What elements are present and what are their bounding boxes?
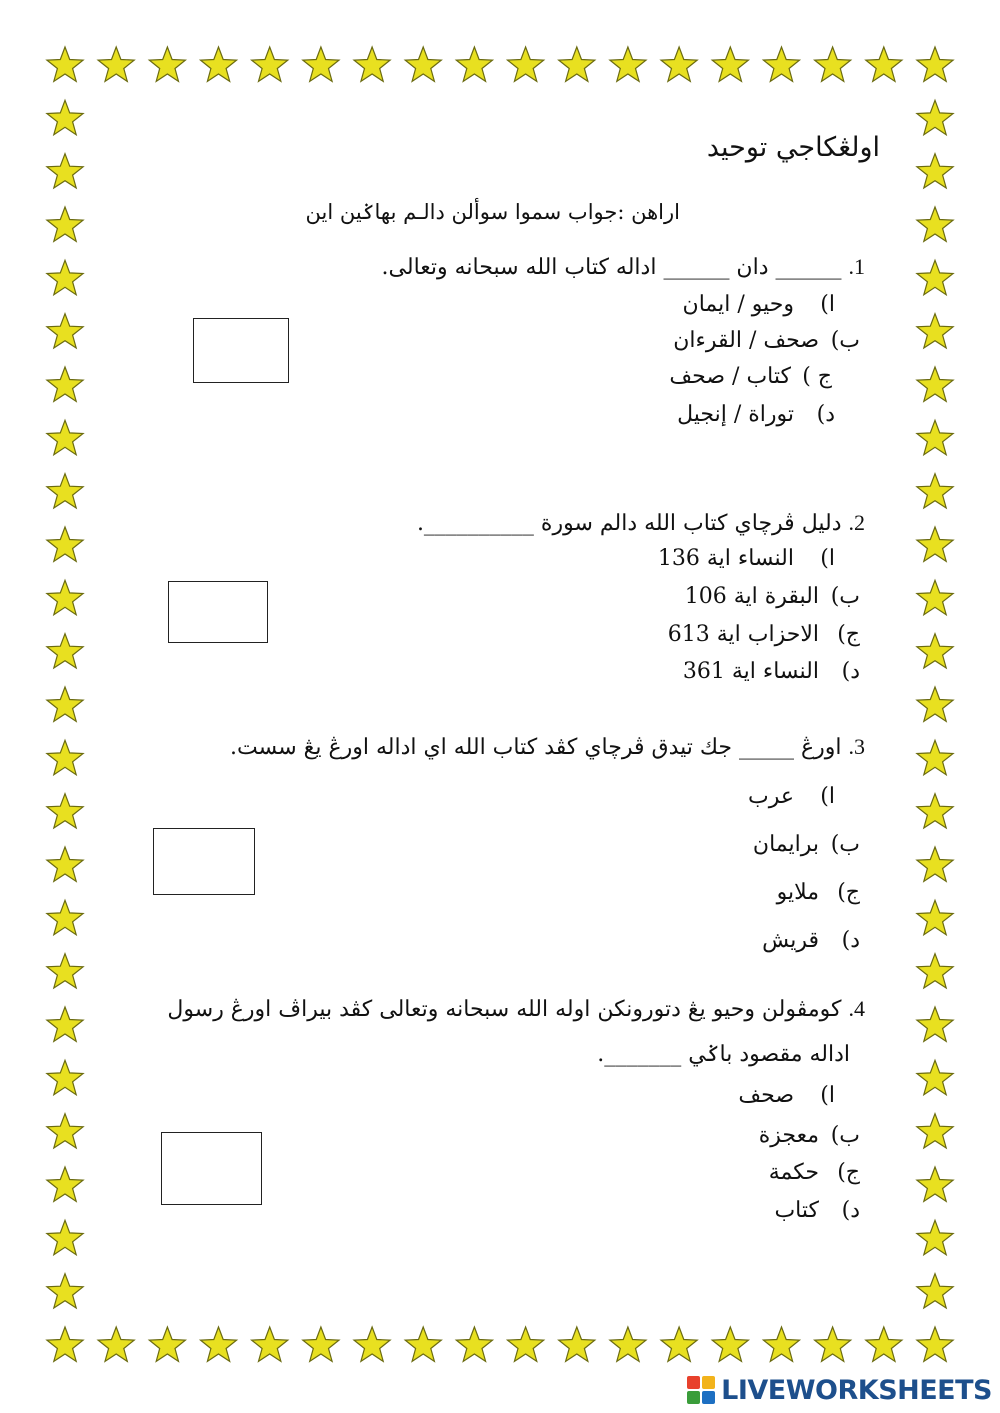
star-icon — [917, 314, 953, 348]
star-icon — [47, 954, 83, 988]
star-icon — [303, 47, 339, 81]
option-text: كتاب / صحف — [669, 364, 791, 389]
option-text: صحف — [738, 1083, 794, 1108]
star-icon — [559, 1327, 595, 1361]
question-4-text — [167, 996, 865, 1022]
option-text: الاحزاب اية 613 — [667, 622, 819, 647]
star-icon — [47, 100, 83, 134]
star-icon — [47, 1167, 83, 1201]
star-icon — [47, 47, 83, 81]
star-icon — [917, 847, 953, 881]
star-icon — [917, 580, 953, 614]
star-icon — [47, 154, 83, 188]
star-icon — [661, 47, 697, 81]
star-icon — [610, 1327, 646, 1361]
logo-text: LIVEWORKSHEETS — [721, 1374, 992, 1406]
star-icon — [917, 794, 953, 828]
star-icon — [917, 154, 953, 188]
star-icon — [47, 420, 83, 454]
star-icon — [149, 47, 185, 81]
star-icon — [47, 314, 83, 348]
star-icon — [559, 47, 595, 81]
option-label: ب) — [830, 1123, 860, 1148]
star-icon — [405, 1327, 441, 1361]
star-icon — [917, 1007, 953, 1041]
star-icon — [866, 1327, 902, 1361]
option-text: وحيو / ايمان — [682, 292, 794, 317]
liveworksheets-logo-icon — [687, 1376, 715, 1404]
star-icon — [47, 474, 83, 508]
option-label: ج ) — [802, 364, 832, 389]
worksheet-title: اولڠكاجي توحيد — [706, 132, 880, 163]
star-icon — [47, 1060, 83, 1094]
question-3-line: اورڠ _____ جك تيدق ڤرچاي كڤد كتاب الله اي اداله اورڠ يڠ سست. — [230, 735, 842, 760]
star-icon — [47, 634, 83, 668]
star-icon — [815, 1327, 851, 1361]
star-icon — [303, 1327, 339, 1361]
star-icon — [47, 900, 83, 934]
question-2-text — [417, 510, 865, 536]
option-label: ا) — [820, 784, 835, 809]
question-1-number: 1. — [848, 254, 865, 279]
option-label: ا) — [820, 1083, 835, 1108]
question-3-text — [230, 734, 865, 760]
question-4-number: 4. — [848, 996, 865, 1021]
star-icon — [917, 1060, 953, 1094]
question-2-option-d — [683, 659, 860, 684]
star-icon — [98, 47, 134, 81]
star-icon — [917, 527, 953, 561]
star-icon — [354, 1327, 390, 1361]
star-icon — [917, 740, 953, 774]
option-label: د) — [841, 928, 860, 953]
option-text: ملايو — [776, 880, 819, 905]
worksheet-instruction: اراهن :جواب سموا سوألن دالـم بهاݢين اين — [305, 200, 680, 224]
answer-box-3[interactable] — [153, 828, 255, 895]
star-icon — [917, 1220, 953, 1254]
option-text: قريش — [762, 928, 819, 953]
star-icon — [610, 47, 646, 81]
star-icon — [917, 367, 953, 401]
star-icon — [917, 260, 953, 294]
question-3-option-c — [777, 880, 860, 905]
option-text: صحف / القرءان — [673, 328, 819, 353]
star-icon — [252, 1327, 288, 1361]
star-icon — [866, 47, 902, 81]
question-2-option-b — [685, 584, 860, 609]
option-label: ج) — [837, 1160, 860, 1185]
star-icon — [201, 47, 237, 81]
star-icon — [47, 580, 83, 614]
star-icon — [149, 1327, 185, 1361]
option-text: النساء اية 361 — [682, 659, 819, 684]
star-icon — [712, 1327, 748, 1361]
question-2-option-c — [668, 622, 860, 647]
star-icon — [712, 47, 748, 81]
question-4-option-a — [738, 1083, 835, 1108]
option-text: توراة / إنجيل — [677, 402, 794, 427]
star-icon — [47, 207, 83, 241]
option-label: ب) — [830, 584, 860, 609]
option-label: د) — [841, 659, 860, 684]
question-4-line-1: كومڤولن وحيو يڠ دتورونكن اوله الله سبحانه وتعالى كڤد بيراڤ اورڠ رسول — [167, 997, 842, 1022]
liveworksheets-logo[interactable] — [687, 1373, 992, 1407]
star-icon — [917, 420, 953, 454]
star-icon — [201, 1327, 237, 1361]
option-text: كتاب — [774, 1198, 819, 1223]
option-label: ا) — [820, 292, 835, 317]
star-icon — [917, 1114, 953, 1148]
star-icon — [47, 260, 83, 294]
question-4-option-b — [759, 1123, 860, 1148]
star-icon — [47, 1114, 83, 1148]
option-label: ج) — [837, 880, 860, 905]
star-icon — [917, 1167, 953, 1201]
option-text: النساء اية 136 — [657, 546, 794, 571]
question-1-option-d — [677, 402, 835, 427]
star-icon — [47, 367, 83, 401]
star-icon — [917, 900, 953, 934]
option-label: د) — [841, 1198, 860, 1223]
question-3-number: 3. — [848, 734, 865, 759]
star-icon — [917, 634, 953, 668]
option-label: ب) — [830, 832, 860, 857]
question-2-number: 2. — [848, 510, 865, 535]
question-1-line: ______ دان ______ اداله كتاب الله سبحانه وتعالى. — [381, 255, 842, 280]
question-3-option-a — [748, 784, 835, 809]
star-icon — [815, 47, 851, 81]
option-text: عرب — [748, 784, 794, 809]
star-icon — [252, 47, 288, 81]
star-icon — [354, 47, 390, 81]
star-icon — [47, 527, 83, 561]
star-icon — [47, 794, 83, 828]
star-icon — [917, 687, 953, 721]
question-1-text — [382, 254, 865, 280]
star-icon — [508, 1327, 544, 1361]
option-label: ج) — [837, 622, 860, 647]
star-icon — [456, 1327, 492, 1361]
answer-box-4[interactable] — [161, 1132, 262, 1205]
question-1-option-b — [673, 328, 860, 353]
star-icon — [98, 1327, 134, 1361]
option-label: ا) — [820, 546, 835, 571]
star-icon — [917, 47, 953, 81]
star-icon — [47, 1327, 83, 1361]
star-icon — [917, 954, 953, 988]
question-4-option-d — [774, 1198, 860, 1223]
star-icon — [661, 1327, 697, 1361]
star-icon — [917, 100, 953, 134]
option-text: معجزة — [758, 1123, 819, 1148]
star-icon — [456, 47, 492, 81]
star-icon — [47, 1220, 83, 1254]
star-icon — [47, 687, 83, 721]
option-label: ب) — [830, 328, 860, 353]
star-icon — [917, 1327, 953, 1361]
star-icon — [47, 1274, 83, 1308]
star-icon — [508, 47, 544, 81]
star-icon — [917, 1274, 953, 1308]
question-2-option-a — [658, 546, 835, 571]
option-text: حكمة — [768, 1160, 819, 1185]
question-2-line: دليل ڤرچاي كتاب الله دالم سورة __________. — [416, 511, 842, 536]
option-label: د) — [816, 402, 835, 427]
answer-box-1[interactable] — [193, 318, 289, 383]
star-icon — [47, 740, 83, 774]
question-4-line-2: اداله مقصود باݢي _______. — [597, 1042, 850, 1067]
question-1-option-a — [683, 292, 835, 317]
question-3-option-b — [753, 832, 860, 857]
star-icon — [47, 1007, 83, 1041]
star-icon — [763, 47, 799, 81]
star-icon — [47, 847, 83, 881]
answer-box-2[interactable] — [168, 581, 268, 643]
star-icon — [917, 474, 953, 508]
star-icon — [405, 47, 441, 81]
question-3-option-d — [762, 928, 860, 953]
star-icon — [763, 1327, 799, 1361]
option-text: برايمان — [752, 832, 819, 857]
star-icon — [917, 207, 953, 241]
question-4-option-c — [769, 1160, 860, 1185]
option-text: البقرة اية 106 — [684, 584, 819, 609]
question-1-option-c — [669, 364, 832, 389]
